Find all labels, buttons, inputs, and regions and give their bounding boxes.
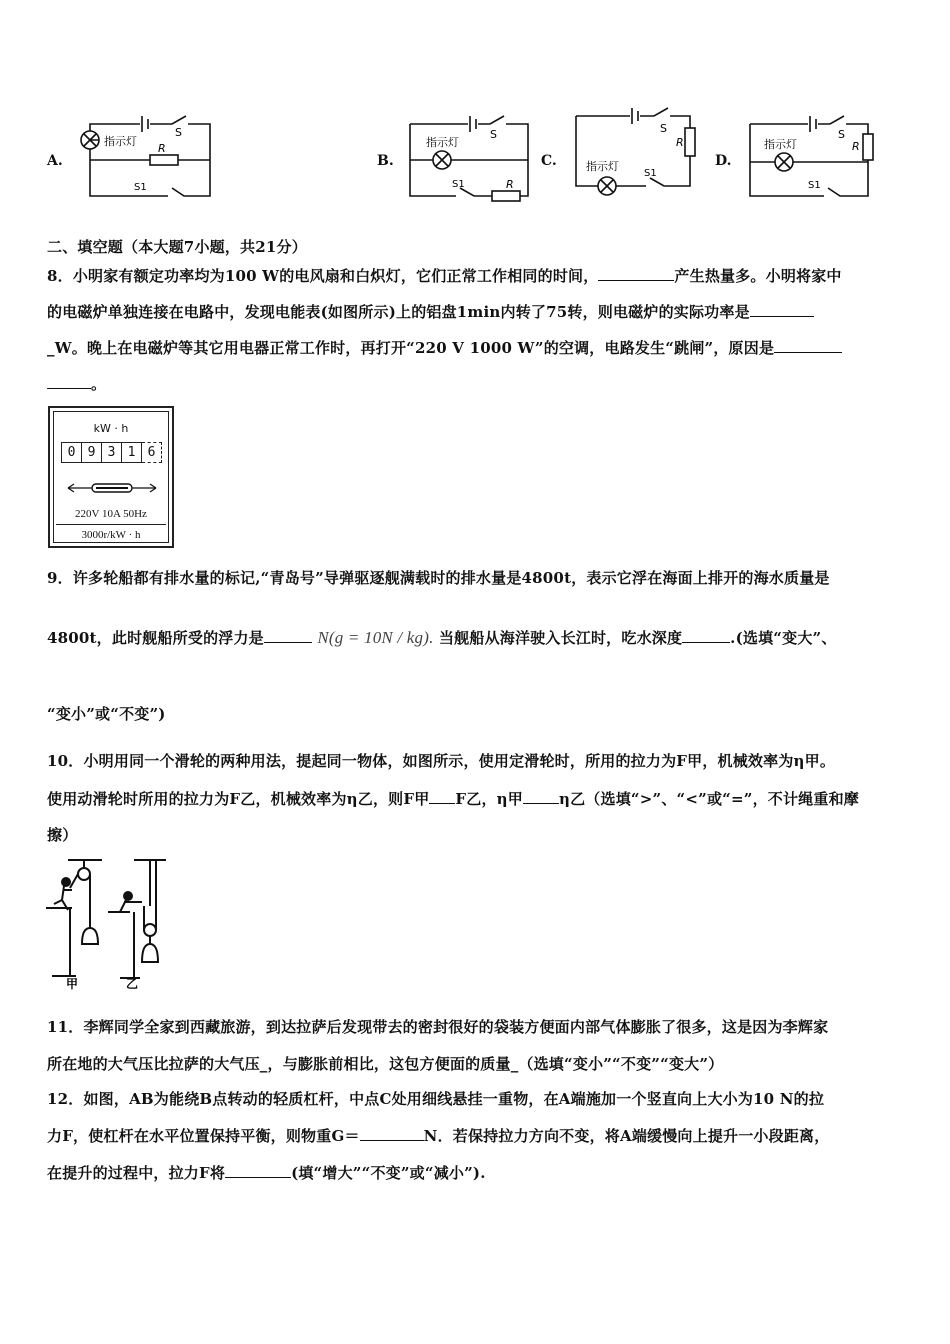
svg-text:S: S xyxy=(175,126,182,139)
meter-disc-icon xyxy=(64,478,160,498)
meter-digit: 0 xyxy=(61,442,82,463)
option-a-label: A. xyxy=(47,153,63,169)
q8-line1: 8．小明家有额定功率均为100 W的电风扇和白炽灯，它们正常工作相同的时间， 产生热量多。小明将家中 xyxy=(47,267,842,285)
svg-text:甲: 甲 xyxy=(66,977,79,990)
q10-line1: 10．小明用同一个滑轮的两种用法，提起同一物体，如图所示，使用定滑轮时，所用的拉力为F甲，机械效率为η甲。 xyxy=(47,752,836,770)
q8-line2: 的电磁炉单独连接在电路中，发现电能表(如图所示)上的铝盘1min内转了75转，则电磁炉的实际功率是 xyxy=(47,301,814,322)
svg-text:指示灯: 指示灯 xyxy=(104,135,137,148)
svg-text:R: R xyxy=(158,142,166,155)
meter-digit: 9 xyxy=(82,442,102,463)
svg-text:R: R xyxy=(852,140,860,153)
q10-line3: 擦） xyxy=(47,826,78,844)
meter-digits xyxy=(61,442,162,463)
svg-text:指示灯: 指示灯 xyxy=(426,136,459,149)
meter-digit: 3 xyxy=(102,442,122,463)
svg-text:R: R xyxy=(676,136,684,149)
circuit-diagram-b xyxy=(402,108,537,204)
circuit-diagram-c xyxy=(568,100,708,202)
svg-text:S: S xyxy=(838,128,845,141)
q9-formula: N(g = 10N / kg). xyxy=(317,628,434,647)
q11-line1: 11．李辉同学全家到西藏旅游，到达拉萨后发现带去的密封很好的袋装方便面内部气体膨胀了很多，这是因为李辉家 xyxy=(47,1018,829,1036)
q9-line1: 9．许多轮船都有排水量的标记,“青岛号”导弹驱逐舰满载时的排水量是4800t，表示它浮在海面上排开的海水质量是 xyxy=(47,569,830,587)
q12-line1: 12．如图，AB为能绕B点转动的轻质杠杆，中点C处用细线悬挂一重物，在A端施加一个竖直向上大小为10 N的拉 xyxy=(47,1090,825,1108)
option-b-label: B. xyxy=(377,153,394,169)
section-heading: 二、填空题（本大题7小题，共21分） xyxy=(47,238,307,256)
svg-text:S1: S1 xyxy=(808,180,821,191)
meter-unit: kW · h xyxy=(93,422,129,435)
meter-spec: 220V 10A 50Hz xyxy=(75,508,147,520)
svg-text:指示灯: 指示灯 xyxy=(764,138,797,151)
q8-line4: 。 xyxy=(47,373,106,394)
pulley-figure xyxy=(46,856,176,990)
svg-text:R: R xyxy=(506,178,514,191)
q12-line3: 在提升的过程中，拉力F将 (填“增大”“不变”或“减小”). xyxy=(47,1164,486,1182)
svg-text:S1: S1 xyxy=(452,179,465,190)
meter-digit-decimal: 6 xyxy=(142,442,162,463)
svg-text:S1: S1 xyxy=(134,182,147,193)
svg-text:S: S xyxy=(490,128,497,141)
svg-text:S1: S1 xyxy=(644,168,657,179)
q12-line2: 力F，使杠杆在水平位置保持平衡，则物重G＝ N．若保持拉力方向不变，将A端缓慢向上提升一小段距离， xyxy=(47,1127,830,1145)
circuit-diagram-a xyxy=(72,108,217,204)
circuit-diagram-d xyxy=(742,108,882,204)
meter-rate: 3000r/kW · h xyxy=(81,529,141,541)
q9-line3: “变小”或“不变”) xyxy=(47,705,166,723)
svg-text:指示灯: 指示灯 xyxy=(586,160,619,173)
q8-line3: _W。晚上在电磁炉等其它用电器正常工作时，再打开“220 V 1000 W”的空调，电路发生“跳闸”，原因是 xyxy=(47,337,842,358)
option-d-label: D. xyxy=(715,153,732,169)
energy-meter-figure xyxy=(48,406,174,548)
meter-digit: 1 xyxy=(122,442,142,463)
q10-line2: 使用动滑轮时所用的拉力为F乙，机械效率为η乙，则F甲 F乙，η甲 η乙（选填“>”、“<”或“=”，不计绳重和摩 xyxy=(47,790,859,808)
q9-line2: 4800t，此时舰船所受的浮力是 N(g = 10N / kg). 当舰船从海洋驶入长江时，吃水深度 .(选填“变大”、 xyxy=(47,628,837,647)
svg-text:乙: 乙 xyxy=(126,977,139,990)
option-c-label: C. xyxy=(541,153,557,169)
svg-text:S: S xyxy=(660,122,667,135)
q11-line2: 所在地的大气压比拉萨的大气压_，与膨胀前相比，这包方便面的质量_（选填“变小”“不变”“变大”） xyxy=(47,1055,724,1073)
